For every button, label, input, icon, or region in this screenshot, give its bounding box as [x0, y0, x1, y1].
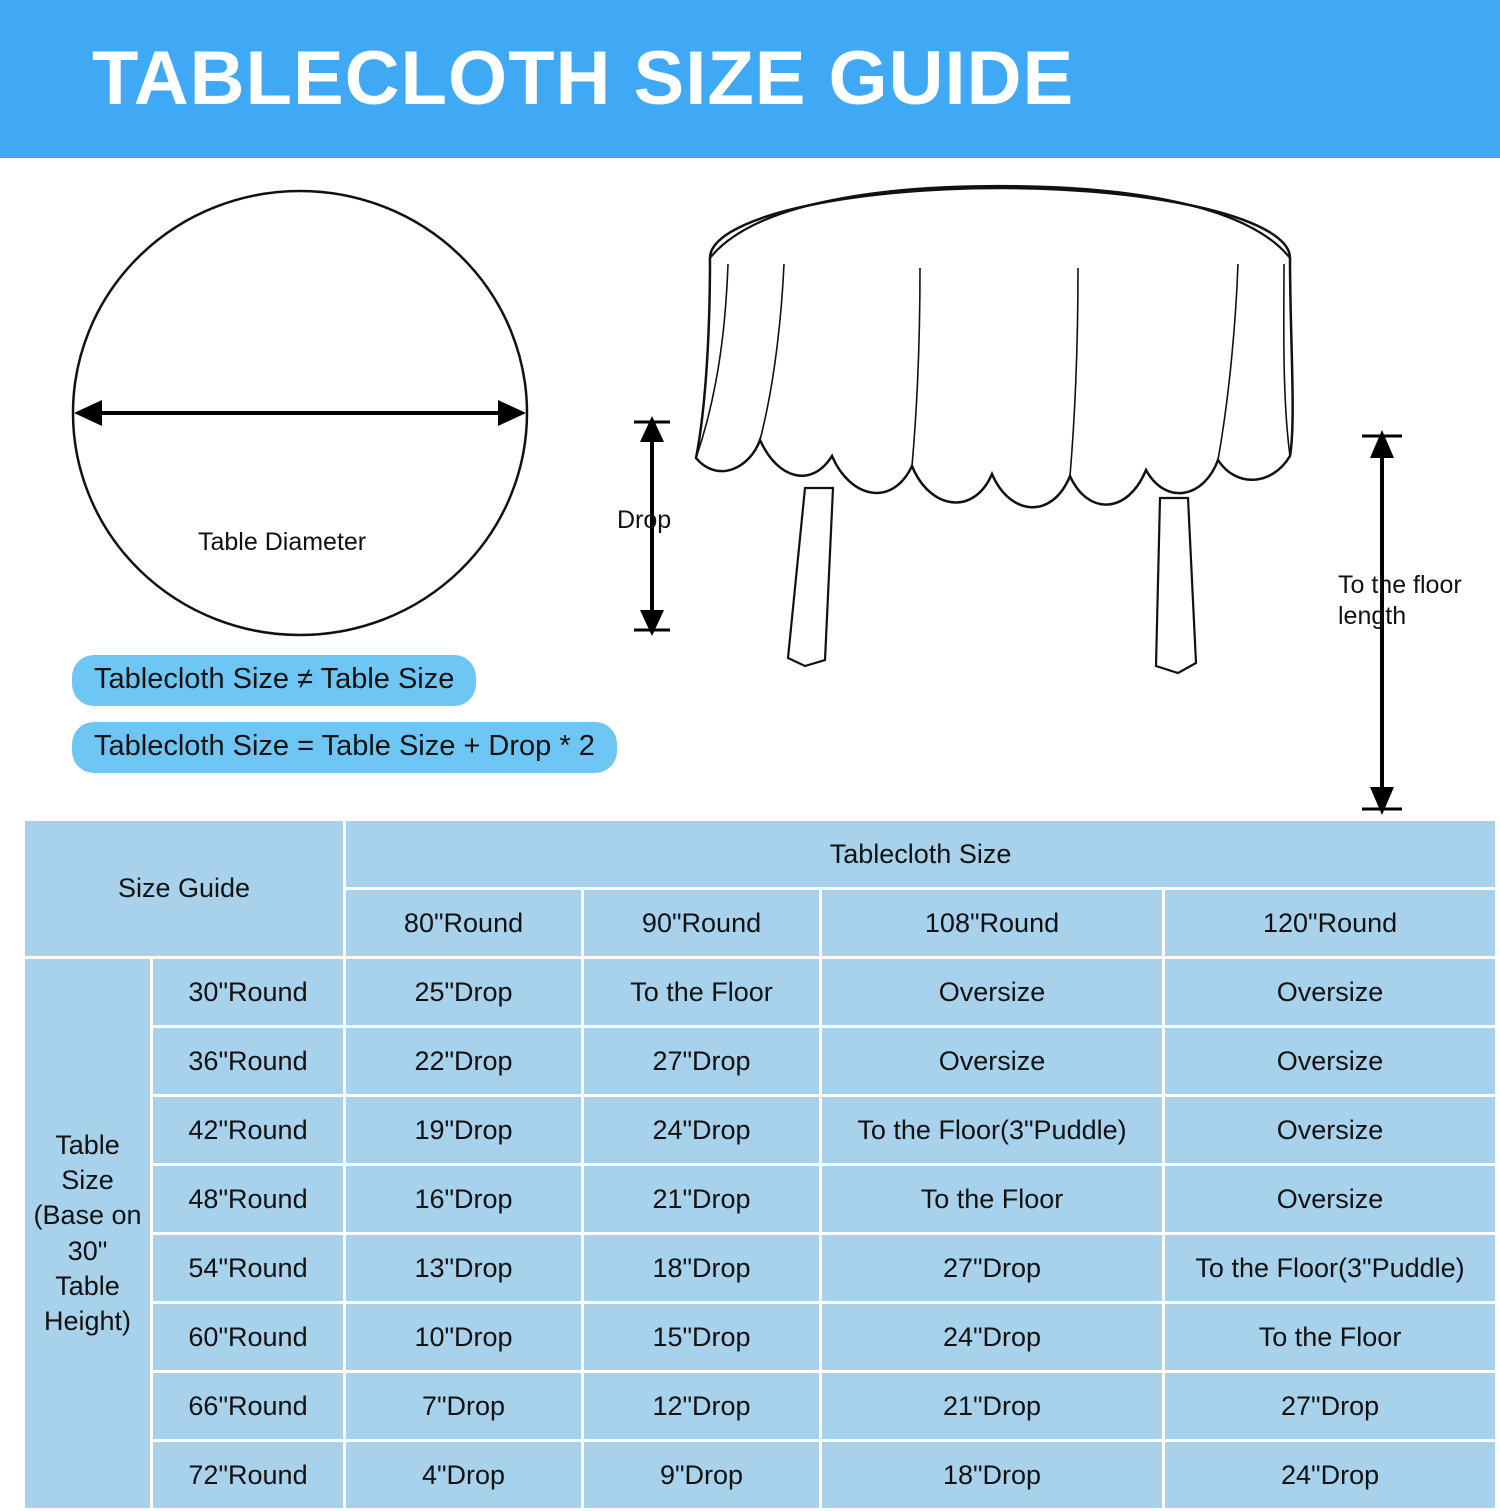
- page-header: [0, 0, 1500, 158]
- cell-42-120: Oversize: [1165, 1097, 1495, 1163]
- row-head-36-round: 36"Round: [153, 1028, 343, 1094]
- floor-length-label: To the floor length: [1338, 571, 1462, 631]
- cell-30-80: 25"Drop: [346, 959, 581, 1025]
- column-head-90-round: 90"Round: [584, 890, 819, 956]
- side-label-line-1: Table Size: [55, 1130, 120, 1196]
- cell-72-108: 18"Drop: [822, 1442, 1162, 1508]
- row-head-54-round: 54"Round: [153, 1235, 343, 1301]
- table-row: [25, 1097, 1495, 1163]
- cell-42-108: To the Floor(3"Puddle): [822, 1097, 1162, 1163]
- cell-36-90: 27"Drop: [584, 1028, 819, 1094]
- side-label-line-2: (Base on 30": [33, 1200, 142, 1266]
- size-guide-section: [22, 818, 1478, 1511]
- cell-60-108: 24"Drop: [822, 1304, 1162, 1370]
- cell-36-108: Oversize: [822, 1028, 1162, 1094]
- cell-48-108: To the Floor: [822, 1166, 1162, 1232]
- cell-54-120: To the Floor(3"Puddle): [1165, 1235, 1495, 1301]
- row-head-60-round: 60"Round: [153, 1304, 343, 1370]
- column-head-80-round: 80"Round: [346, 890, 581, 956]
- cell-30-90: To the Floor: [584, 959, 819, 1025]
- row-head-66-round: 66"Round: [153, 1373, 343, 1439]
- cell-54-108: 27"Drop: [822, 1235, 1162, 1301]
- size-guide-title: Size Guide: [25, 821, 343, 956]
- cell-60-80: 10"Drop: [346, 1304, 581, 1370]
- cell-72-80: 4"Drop: [346, 1442, 581, 1508]
- cell-48-120: Oversize: [1165, 1166, 1495, 1232]
- table-row: [25, 1373, 1495, 1439]
- size-guide-table: [22, 818, 1498, 1511]
- cell-60-90: 15"Drop: [584, 1304, 819, 1370]
- cell-42-80: 19"Drop: [346, 1097, 581, 1163]
- cell-30-120: Oversize: [1165, 959, 1495, 1025]
- cell-72-120: 24"Drop: [1165, 1442, 1495, 1508]
- row-head-48-round: 48"Round: [153, 1166, 343, 1232]
- cell-36-80: 22"Drop: [346, 1028, 581, 1094]
- table-row: [25, 959, 1495, 1025]
- note-pill-formula: Tablecloth Size = Table Size + Drop * 2: [72, 722, 617, 773]
- row-head-30-round: 30"Round: [153, 959, 343, 1025]
- page-title: TABLECLOTH SIZE GUIDE: [92, 36, 1075, 121]
- column-head-120-round: 120"Round: [1165, 890, 1495, 956]
- column-head-108-round: 108"Round: [822, 890, 1162, 956]
- cell-30-108: Oversize: [822, 959, 1162, 1025]
- cell-48-80: 16"Drop: [346, 1166, 581, 1232]
- note-pill-inequality: Tablecloth Size ≠ Table Size: [72, 655, 476, 706]
- drop-label: Drop: [617, 506, 672, 534]
- draped-table-illustration: [600, 168, 1420, 798]
- cell-66-108: 21"Drop: [822, 1373, 1162, 1439]
- row-head-72-round: 72"Round: [153, 1442, 343, 1508]
- table-row: [25, 1028, 1495, 1094]
- cell-36-120: Oversize: [1165, 1028, 1495, 1094]
- cell-54-80: 13"Drop: [346, 1235, 581, 1301]
- round-table-top-view-illustration: [40, 178, 560, 648]
- table-row-title: [25, 821, 1495, 887]
- cell-66-80: 7"Drop: [346, 1373, 581, 1439]
- cell-48-90: 21"Drop: [584, 1166, 819, 1232]
- table-row: [25, 1304, 1495, 1370]
- row-head-42-round: 42"Round: [153, 1097, 343, 1163]
- cell-60-120: To the Floor: [1165, 1304, 1495, 1370]
- cell-72-90: 9"Drop: [584, 1442, 819, 1508]
- table-diameter-label: Table Diameter: [198, 528, 367, 556]
- table-row: [25, 1166, 1495, 1232]
- table-row: [25, 1442, 1495, 1508]
- cell-54-90: 18"Drop: [584, 1235, 819, 1301]
- table-size-side-label: [25, 959, 150, 1508]
- cell-42-90: 24"Drop: [584, 1097, 819, 1163]
- cell-66-90: 12"Drop: [584, 1373, 819, 1439]
- side-label-line-3: Table Height): [43, 1270, 132, 1336]
- cell-66-120: 27"Drop: [1165, 1373, 1495, 1439]
- notes-list: [72, 655, 617, 789]
- tablecloth-size-group-header: Tablecloth Size: [346, 821, 1495, 887]
- table-row: [25, 1235, 1495, 1301]
